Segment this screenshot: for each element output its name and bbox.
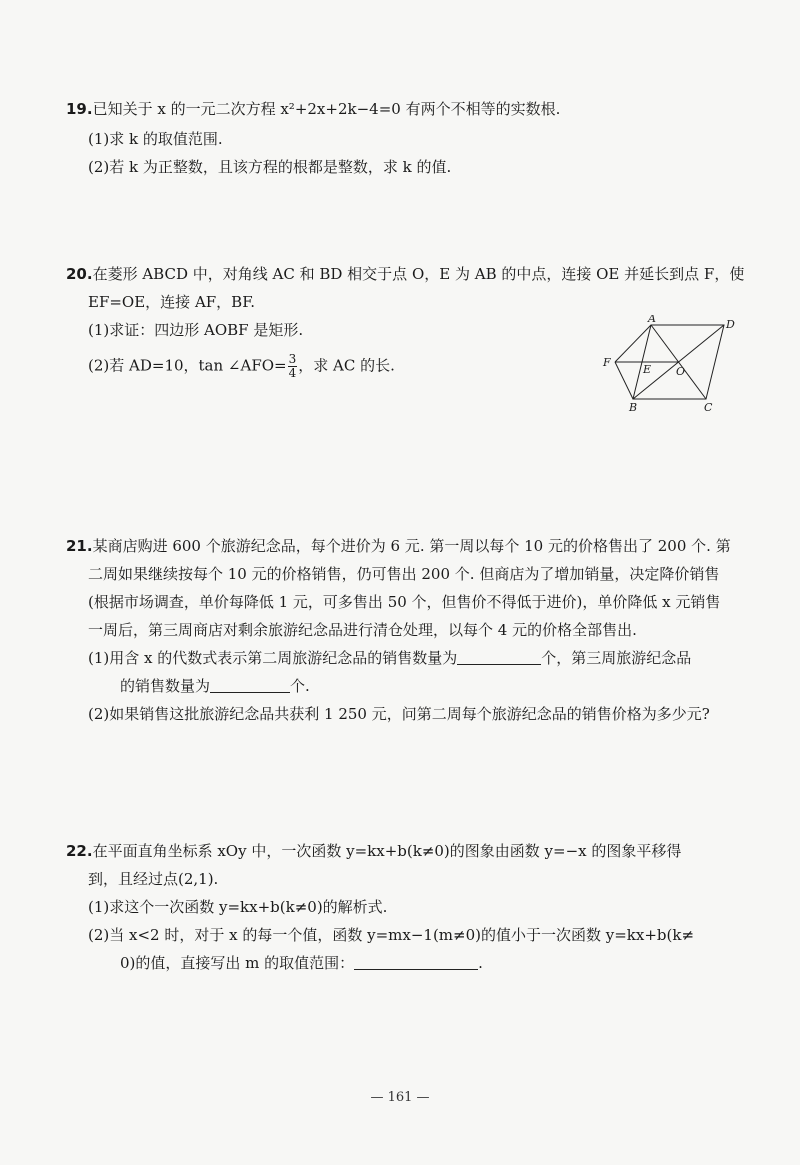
problem-part: (2)当 x<2 时，对于 x 的每一个值，函数 y=mx−1(m≠0)的值小于一次函数 y=kx+b(k≠ bbox=[88, 926, 695, 944]
label-d: D bbox=[726, 318, 735, 331]
fraction-denominator: 4 bbox=[288, 366, 297, 380]
part-text: 0)的值，直接写出 m 的取值范围： bbox=[120, 954, 355, 972]
label-f: F bbox=[603, 356, 611, 369]
problem-part: (1)求证：四边形 AOBF 是矩形. bbox=[88, 321, 304, 339]
problem-part: (2)若 k 为正整数，且该方程的根都是整数，求 k 的值. bbox=[88, 158, 452, 176]
problem-stem: 在菱形 ABCD 中，对角线 AC 和 BD 相交于点 O，E 为 AB 的中点，连接 OE 并延长到点 F，使 bbox=[92, 265, 745, 283]
part-text: . bbox=[478, 954, 483, 972]
rhombus-figure bbox=[596, 315, 746, 415]
problem-21-line-3: (根据市场调查，单价每降低 1 元，可多售出 50 个，但售价不得低于进价)，单价降低 x 元销售 bbox=[88, 593, 721, 611]
problem-part-continued bbox=[120, 675, 310, 697]
problem-part: (1)求 k 的取值范围. bbox=[88, 130, 223, 148]
part-text: (1)用含 x 的代数式表示第二周旅游纪念品的销售数量为 bbox=[88, 649, 458, 667]
part-text: 个. bbox=[290, 677, 310, 695]
part-text: ，求 AC 的长. bbox=[298, 356, 395, 375]
part-text: 的销售数量为 bbox=[120, 677, 211, 695]
problem-21-line-2: 二周如果继续按每个 10 元的价格销售，仍可售出 200 个. 但商店为了增加销量，决定降价销售 bbox=[88, 565, 720, 583]
problem-number: 22. bbox=[66, 842, 93, 860]
part-text: (2)若 AD=10，tan ∠AFO= bbox=[88, 356, 287, 375]
problem-20-stem-line-2: EF=OE，连接 AF，BF. bbox=[88, 293, 256, 311]
label-b: B bbox=[629, 401, 638, 414]
problem-stem: 在平面直角坐标系 xOy 中，一次函数 y=kx+b(k≠0)的图象由函数 y=−x 的图象平移得 bbox=[92, 842, 682, 860]
problem-part-continued bbox=[120, 952, 483, 974]
problem-20-stem-line-1 bbox=[66, 263, 744, 285]
problem-stem: 某商店购进 600 个旅游纪念品，每个进价为 6 元. 第一周以每个 10 元的价格售出了 200 个. 第 bbox=[92, 537, 731, 555]
part-text: 个，第三周旅游纪念品 bbox=[541, 649, 692, 667]
problem-21-line-1 bbox=[66, 535, 731, 557]
problem-19-stem-line bbox=[66, 98, 560, 120]
problem-22-stem-line-1 bbox=[66, 840, 681, 862]
label-c: C bbox=[704, 401, 713, 414]
answer-blank[interactable] bbox=[457, 648, 541, 665]
problem-stem: 已知关于 x 的一元二次方程 x²+2x+2k−4=0 有两个不相等的实数根. bbox=[92, 100, 561, 118]
label-o: O bbox=[676, 365, 686, 378]
answer-blank[interactable] bbox=[210, 676, 290, 693]
fraction-numerator: 3 bbox=[288, 352, 297, 366]
problem-22-stem-line-2: 到，且经过点(2,1). bbox=[88, 870, 219, 888]
label-a: A bbox=[648, 315, 656, 325]
problem-part: (1)求这个一次函数 y=kx+b(k≠0)的解析式. bbox=[88, 898, 388, 916]
problem-21-line-4: 一周后，第三周商店对剩余旅游纪念品进行清仓处理，以每个 4 元的价格全部售出. bbox=[88, 621, 637, 639]
problem-part: (2)如果销售这批旅游纪念品共获利 1 250 元，问第二周每个旅游纪念品的销售价格为多少元? bbox=[88, 705, 710, 723]
segment-bf bbox=[615, 362, 633, 399]
problem-part bbox=[88, 353, 395, 380]
fraction bbox=[288, 353, 298, 380]
segment-af bbox=[615, 325, 651, 362]
problem-part bbox=[88, 647, 691, 669]
problem-number: 21. bbox=[66, 537, 93, 555]
label-e: E bbox=[643, 363, 652, 376]
problem-number: 19. bbox=[66, 100, 93, 118]
answer-blank[interactable] bbox=[354, 953, 478, 970]
page-number: — 161 — bbox=[370, 1090, 430, 1105]
problem-number: 20. bbox=[66, 265, 93, 283]
